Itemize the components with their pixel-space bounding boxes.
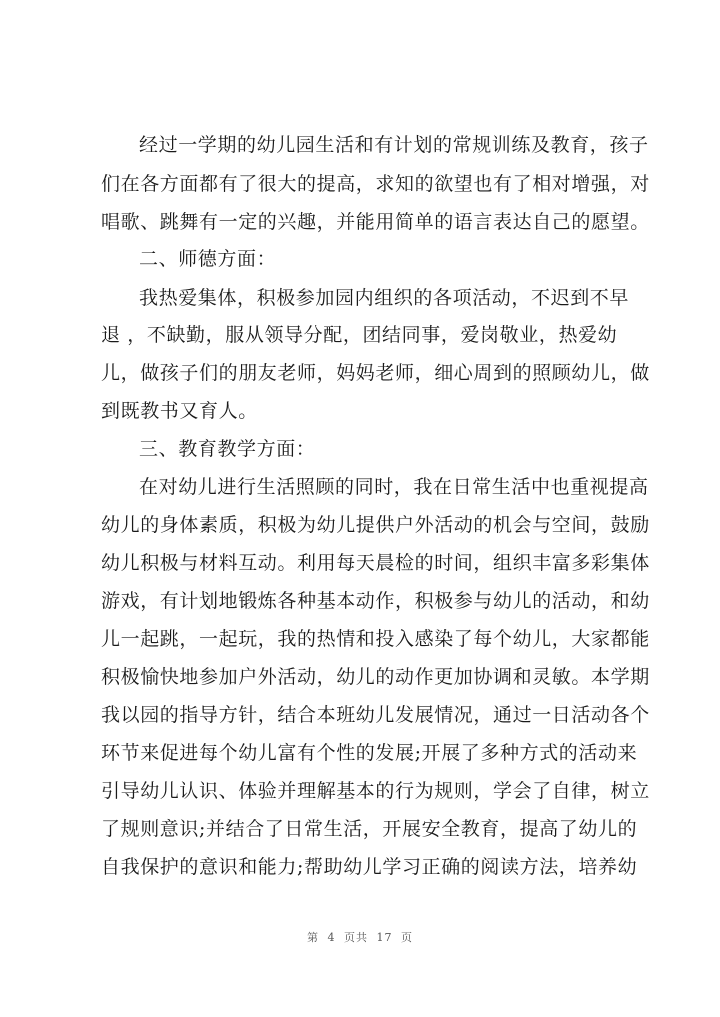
paragraph-line: 游戏，有计划地锻炼各种基本动作，积极参与幼儿的活动，和幼: [101, 590, 650, 612]
paragraph-line: 退 ，不缺勤，服从领导分配，团结同事，爱岗敬业，热爱幼: [101, 324, 618, 346]
paragraph-line: 在对幼儿进行生活照顾的同时，我在日常生活中也重视提高: [139, 476, 649, 498]
paragraph-line: 唱歌、跳舞有一定的兴趣，并能用简单的语言表达自己的愿望。: [101, 211, 650, 233]
paragraph-line: 到既教书又育人。: [101, 400, 258, 422]
paragraph-line: 我以园的指导方针，结合本班幼儿发展情况，通过一日活动各个: [101, 704, 650, 726]
paragraph-line: 经过一学期的幼儿园生活和有计划的常规训练及教育，孩子: [139, 134, 649, 156]
paragraph-line: 们在各方面都有了很大的提高，求知的欲望也有了相对增强，对: [101, 173, 650, 195]
section-heading: 三、教育教学方面：: [139, 438, 316, 460]
paragraph-line: 我热爱集体，积极参加园内组织的各项活动，不迟到不早: [139, 287, 630, 309]
page-number-footer: 第 4 页共 17 页: [307, 931, 413, 944]
paragraph-line: 积极愉快地参加户外活动，幼儿的动作更加协调和灵敏。本学期: [101, 666, 650, 688]
paragraph-line: 幼儿积极与材料互动。利用每天晨检的时间，组织丰富多彩集体: [101, 552, 650, 574]
paragraph-line: 了规则意识;并结合了日常生活，开展安全教育，提高了幼儿的: [101, 818, 638, 840]
paragraph-line: 儿，做孩子们的朋友老师，妈妈老师，细心周到的照顾幼儿，做: [101, 362, 650, 384]
section-heading: 二、师德方面：: [139, 248, 277, 270]
paragraph-line: 环节来促进每个幼儿富有个性的发展;开展了多种方式的活动来: [101, 742, 638, 764]
paragraph-line: 自我保护的意识和能力;帮助幼儿学习正确的阅读方法，培养幼: [101, 856, 638, 878]
paragraph-line: 引导幼儿认识、体验并理解基本的行为规则，学会了自律，树立: [101, 780, 650, 802]
paragraph-line: 儿一起跳，一起玩，我的热情和投入感染了每个幼儿，大家都能: [101, 628, 650, 650]
paragraph-line: 幼儿的身体素质，积极为幼儿提供户外活动的机会与空间，鼓励: [101, 514, 650, 536]
